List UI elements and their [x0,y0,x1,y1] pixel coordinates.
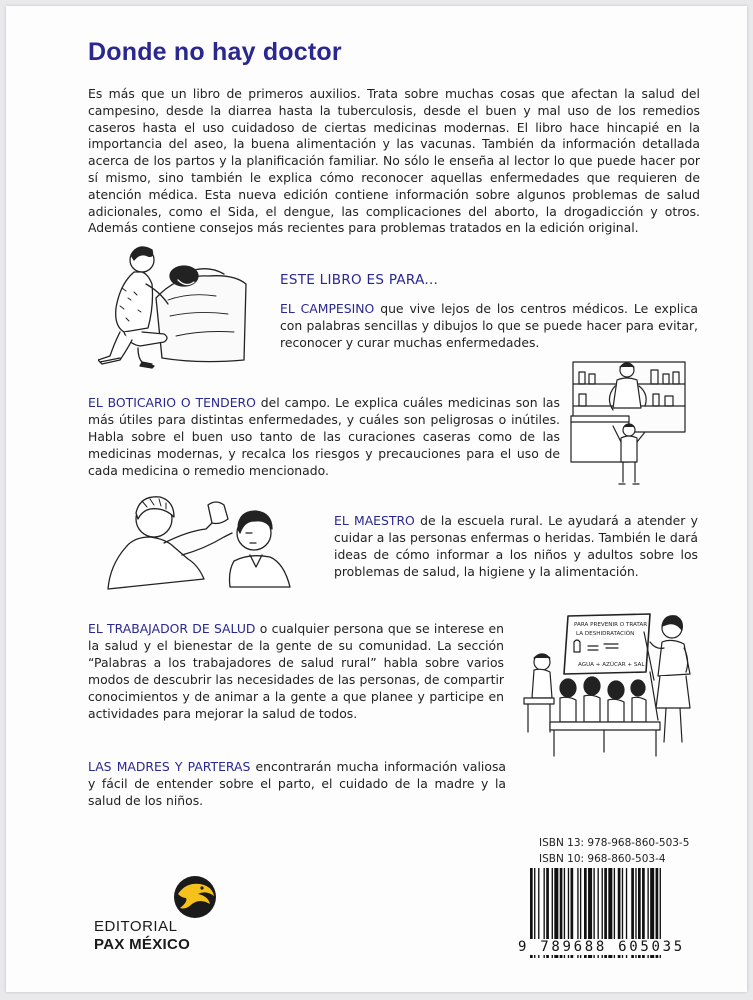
audience-boticario-lead: EL BOTICARIO O TENDERO [88,395,256,410]
section-heading: ESTE LIBRO ES PARA... [280,272,439,288]
audience-campesino-text: que vive lejos de los centros médicos. Le explica con palabras sencillas y dibujos lo que se puede hacer para evitar, reconocer y curar muchas enfermedades. [280,301,698,350]
cover-sheet [6,6,747,992]
publisher-line-2: PAX MÉXICO [94,936,191,953]
isbn-13: ISBN 13: 978-968-860-503-5 [539,837,690,849]
audience-boticario-text: del campo. Le explica cuáles medicinas son las más útiles para distintas enfermedades, y cuáles son peligrosas o inútiles. Habla sobre el buen uso tanto de las curaciones caseras como de las medicinas modernas, y recalca los riesgos y precauciones para el uso de cada medicina o remedio mencionado. [88,395,560,478]
chalkboard-line-3: AGUA + AZÚCAR + SAL [578,662,645,668]
chalkboard-line-1: PARA PREVENIR O TRATAR [574,622,648,628]
audience-madres-lead: LAS MADRES Y PARTERAS [88,759,251,774]
audience-trabajador-text: o cualquier persona que se interese en la salud y el bienestar de la gente de su comunidad. La sección “Palabras a los trabajadores de salud rural” habla sobre varios modos de descubrir las necesidades de las personas, de compartir conocimientos y de animar a la gente a que planee y participe en actividades para mejorar la salud de todos. [88,621,504,721]
publisher-logo [94,874,234,958]
audience-madres-text: encontrarán mucha información valiosa y fácil de entender sobre el parto, el cuidado de la madre y la salud de los niños. [88,759,506,808]
dove-logo-icon [172,874,218,920]
audience-trabajador [88,620,504,722]
intro-paragraph: Es más que un libro de primeros auxilios. Trata sobre muchas cosas que afectan la salud del campesino, desde la diarrea hasta la tuberculosis, desde el buen y mal uso de los remedios caseros hasta el uso cuidadoso de ciertas medicinas modernas. El libro hace hincapié en la importancia del aseo, la buena alimentación y las vacunas. También da información detallada acerca de los partos y la planificación familiar. No sólo le enseña al lector lo que puede hacer por sí mismo, sino también le explica cómo reconocer aquellas enfermedades que requieren de atención médica. Esta nueva edición contiene información sobre algunos problemas de salud adicionales, como el Sida, el dengue, las complicaciones del aborto, la drogadicción y otros. Además contiene consejos más recientes para problemas tratados en la edición original. [88,86,700,236]
class-illustration [514,612,700,760]
shop-illustration [569,358,689,498]
audience-boticario [88,394,560,479]
audience-maestro-text: de la escuela rural. Le ayudará a atender y cuidar a las personas enfermas o heridas. También le dará ideas de cómo informar a los niños y adultos sobre los problemas de salud, la higiene y la alimentación. [334,513,698,579]
teacher-illustration [104,489,296,593]
audience-maestro [334,512,698,580]
isbn-10: ISBN 10: 968-860-503-4 [539,853,666,865]
caregiver-illustration [98,240,248,370]
barcode-number: 9 789688 605035 [518,939,685,955]
audience-campesino-lead: EL CAMPESINO [280,301,375,316]
audience-madres [88,758,506,809]
audience-trabajador-lead: EL TRABAJADOR DE SALUD [88,621,256,636]
audience-campesino [280,300,698,351]
chalkboard-line-2: LA DESHIDRATACIÓN [576,631,635,637]
audience-maestro-lead: EL MAESTRO [334,513,415,528]
book-title: Donde no hay doctor [88,38,342,66]
publisher-line-1: EDITORIAL [94,918,178,935]
